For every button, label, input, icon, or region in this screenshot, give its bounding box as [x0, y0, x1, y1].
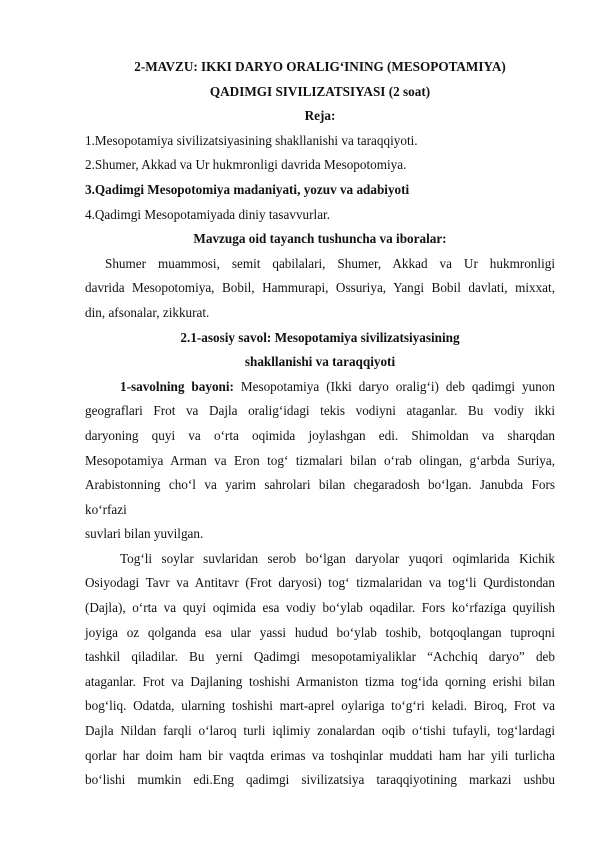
concepts-heading: Mavzuga oid tayanch tushuncha va iboralar:	[193, 231, 447, 247]
plan-heading: Reja:	[304, 108, 336, 124]
answer-lead-text: Mesopotamiya (Ikki daryo oralig‘i) deb qadimgi yunon	[233, 378, 555, 394]
answer-lead-label: 1-savolning bayoni:	[120, 378, 234, 394]
answer-line-6: ko‘rfazi	[85, 501, 127, 517]
section-heading-line-1: 2.1-asosiy savol: Mesopotamiya sivilizatsiyasining	[180, 329, 460, 345]
answer-line-4: Mesopotamiya Arman va Eron tog‘ tizmalari bilan o‘rab olingan, g‘arbda Suriya,	[85, 452, 555, 468]
topic-title-line-1: 2-MAVZU: IKKI DARYO ORALIG‘INING (MESOPOTAMIYA)	[134, 59, 506, 74]
concepts-line-3: din, afsonalar, zikkurat.	[85, 304, 210, 320]
plan-item-1: 1.Mesopotamiya sivilizatsiyasining shakllanishi va taraqqiyoti.	[85, 132, 418, 148]
paragraph2-line-1: Tog‘li soylar suvlaridan serob bo‘lgan daryolar yuqori oqimlarida Kichik	[120, 550, 555, 566]
paragraph2-line-3: (Dajla), o‘rta va quyi oqimida esa vodiy bo‘ylab oqadilar. Fors ko‘rfaziga quyilish	[85, 600, 555, 616]
answer-line-3: daryoning quyi va o‘rta oqimida joylashgan edi. Shimoldan va sharqdan	[85, 427, 555, 443]
topic-title-line-2: QADIMGI SIVILIZATSIYASI (2 soat)	[209, 83, 431, 99]
paragraph2-line-2: Osiyodagi Tavr va Antitavr (Frot daryosi) tog‘ tizmalaridan va tog‘li Qurdistondan	[85, 575, 555, 591]
answer-line-7: suvlari bilan yuvilgan.	[85, 526, 204, 542]
section-heading-line-2: shakllanishi va taraqqiyoti	[244, 354, 396, 370]
paragraph2-line-6: ataganlar. Frot va Dajlaning toshishi Armaniston tizma tog‘ida qorning erishi bilan	[85, 673, 555, 689]
document-page	[85, 55, 555, 793]
paragraph2-line-10: bo‘lishi mumkin edi.Eng qadimgi sivilizatsiya taraqqiyotining markazi ushbu	[85, 772, 555, 788]
plan-item-4: 4.Qadimgi Mesopotamiyada diniy tasavvurlar.	[85, 206, 331, 222]
paragraph2-line-9: qorlar har doim ham bir vaqtda erimas va toshqinlar muddati ham har yili turlicha	[85, 747, 555, 763]
concepts-line-2: davrida Mesopotomiya, Bobil, Hammurapi, Ossuriya, Yangi Bobil davlati, mixxat,	[85, 280, 555, 296]
answer-line-2: geograflari Frot va Dajla oralig‘idagi tekis vodiyni ataganlar. Bu vodiy ikki	[85, 403, 555, 419]
answer-lead-line	[85, 375, 555, 400]
paragraph2-line-4: joyiga oz qolganda esa ular yassi hudud bo‘ylab toshib, botqoqlangan tuproqni	[85, 624, 555, 640]
plan-item-3: 3.Qadimgi Mesopotomiya madaniyati, yozuv va adabiyoti	[85, 181, 410, 197]
paragraph2-line-7: bog‘liq. Odatda, ularning toshishi mart-aprel oylariga to‘g‘ri keladi. Biroq, Frot va	[85, 698, 555, 714]
paragraph2-line-8: Dajla Nildan farqli o‘laroq turli iqlimiy zonalardan oqib o‘tishi tufayli, tog‘lardagi	[85, 723, 555, 739]
answer-line-5: Arabistonning cho‘l va yarim sahrolari bilan chegaradosh bo‘lgan. Janubda Fors	[85, 477, 555, 493]
paragraph2-line-5: tashkil qiladilar. Bu yerni Qadimgi mesopotamiyaliklar “Achchiq daryo” deb	[85, 649, 555, 665]
concepts-line-1: Shumer muammosi, semit qabilalari, Shumer, Akkad va Ur hukmronligi	[105, 255, 555, 271]
plan-item-2: 2.Shumer, Akkad va Ur hukmronligi davrida Mesopotomiya.	[85, 157, 407, 173]
